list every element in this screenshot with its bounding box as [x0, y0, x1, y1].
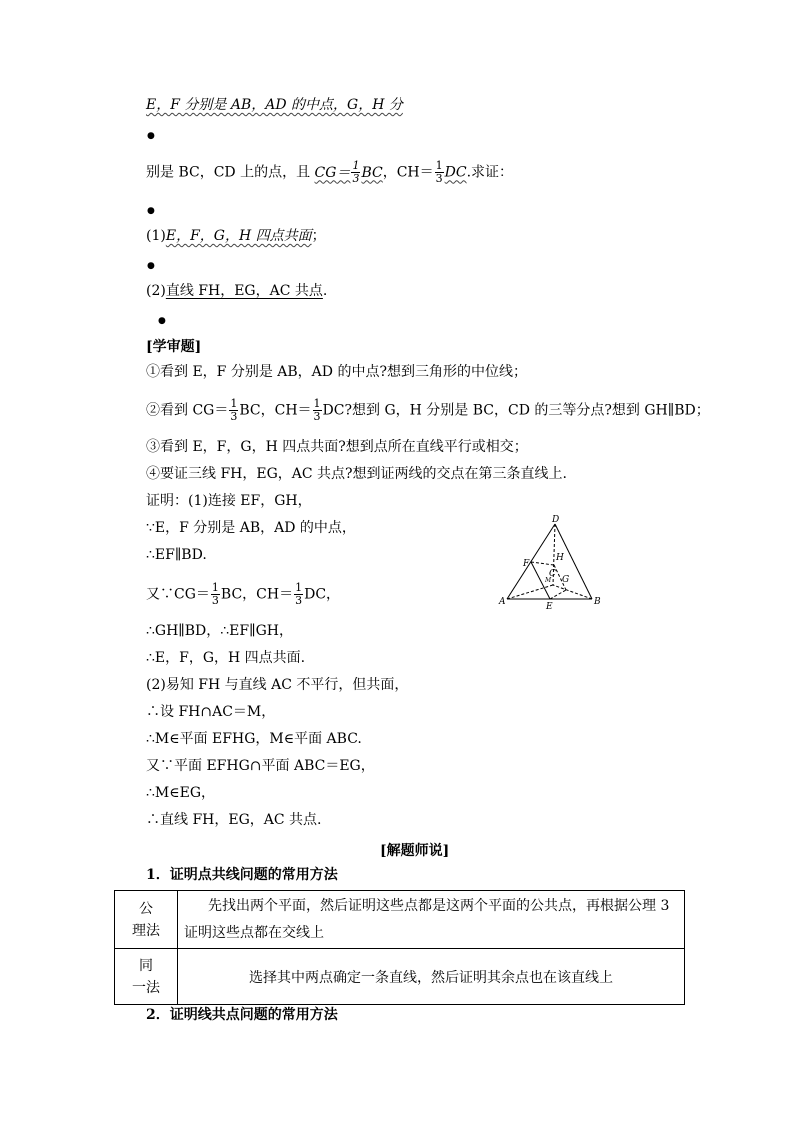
proof-line-5: ∴GH∥BD，∴EF∥GH，	[146, 623, 293, 639]
methods-table	[114, 890, 685, 1005]
label-a: A	[499, 597, 506, 607]
label-c: C	[549, 569, 556, 579]
proof-line-2: ∵E，F 分别是 AB，AD 的中点，	[146, 520, 356, 536]
method-title: [解题师说]	[380, 843, 450, 859]
proof-line-11: ∴M∈EG，	[146, 785, 216, 801]
segment-eg	[550, 590, 566, 599]
fraction: $\frac{1}{3}$	[295, 581, 303, 607]
tetrahedron-figure	[495, 512, 615, 612]
proof-line-7: (2)易知 FH 与直线 AC 不平行，但共面，	[146, 677, 409, 693]
method-desc: 选择其中两点确定一条直线，然后证明其余点也在该直线上	[178, 949, 685, 1005]
study-title: [学审题]	[146, 339, 202, 355]
label-h: H	[556, 553, 564, 563]
proof-line-12: ∴直线 FH，EG，AC 共点.	[146, 812, 322, 828]
proof-line-10: 又∵平面 EFHG∩平面 ABC＝EG，	[146, 758, 375, 774]
fraction: $\frac{1}{3}$	[313, 397, 321, 423]
problem-line-1: E，F 分别是 AB，AD 的中点，G，H 分	[146, 97, 403, 113]
label-m: M	[545, 577, 552, 584]
fraction: $\frac{1}{3}$	[230, 397, 238, 423]
label-e: E	[546, 602, 553, 612]
proof-line-1: 证明：(1)连接 EF，GH，	[146, 493, 312, 509]
edge-da	[507, 524, 555, 599]
method-key: 公 理法	[115, 891, 178, 949]
question-2: (2)直线 FH，EG，AC 共点.	[146, 283, 328, 299]
study-step-1: ①看到 E，F 分别是 AB，AD 的中点?想到三角形的中位线；	[146, 364, 527, 380]
fraction: $\frac{1}{3}$	[352, 159, 360, 185]
label-g: G	[562, 575, 570, 585]
study-step-2: ②看到 CG＝ $\frac{1}{3}$ BC，CH＝ $\frac{1}{3}$ DC?想到 G，H 分别是 BC，CD 的三等分点?想到 GH∥BD；	[146, 397, 710, 423]
bullet-dot: ●	[147, 206, 155, 216]
proof-line-4: 又∵CG＝ $\frac{1}{3}$ BC，CH＝ $\frac{1}{3}$ DC，	[146, 581, 341, 607]
bullet-dot: ●	[158, 316, 166, 326]
segment-fh	[531, 562, 554, 565]
table-row	[115, 949, 685, 1005]
method-heading-1: 1．证明点共线问题的常用方法	[146, 867, 338, 883]
fraction: $\frac{1}{3}$	[435, 159, 443, 185]
proof-line-8: ∴设 FH∩AC＝M，	[146, 704, 276, 720]
table-row	[115, 891, 685, 949]
proof-line-9: ∴M∈平面 EFHG，M∈平面 ABC.	[146, 731, 362, 747]
bullet-dot: ●	[147, 261, 155, 271]
label-d: D	[552, 515, 560, 525]
label-b: B	[594, 597, 601, 607]
method-heading-2: 2．证明线共点问题的常用方法	[146, 1007, 338, 1023]
problem-line-2: 别是 BC，CD 上的点，且 CG＝ $\frac{1}{3}$ BC，CH＝ $\frac{1}{3}$ DC.求证：	[146, 159, 514, 185]
question-1: (1)E，F，G，H 四点共面；	[146, 228, 326, 244]
label-f: F	[523, 559, 530, 569]
study-step-3: ③看到 E，F，G，H 四点共面?想到点所在直线平行或相交；	[146, 439, 528, 455]
fraction: $\frac{1}{3}$	[211, 581, 219, 607]
bullet-dot: ●	[147, 131, 155, 141]
method-key: 同 一法	[115, 949, 178, 1005]
study-step-4: ④要证三线 FH，EG，AC 共点?想到证两线的交点在第三条直线上.	[146, 466, 568, 482]
proof-line-3: ∴EF∥BD.	[146, 547, 207, 563]
proof-line-6: ∴E，F，G，H 四点共面.	[146, 650, 306, 666]
method-desc: 先找出两个平面，然后证明这些点都是这两个平面的公共点，再根据公理 3 证明这些点都在交线上	[178, 891, 685, 949]
